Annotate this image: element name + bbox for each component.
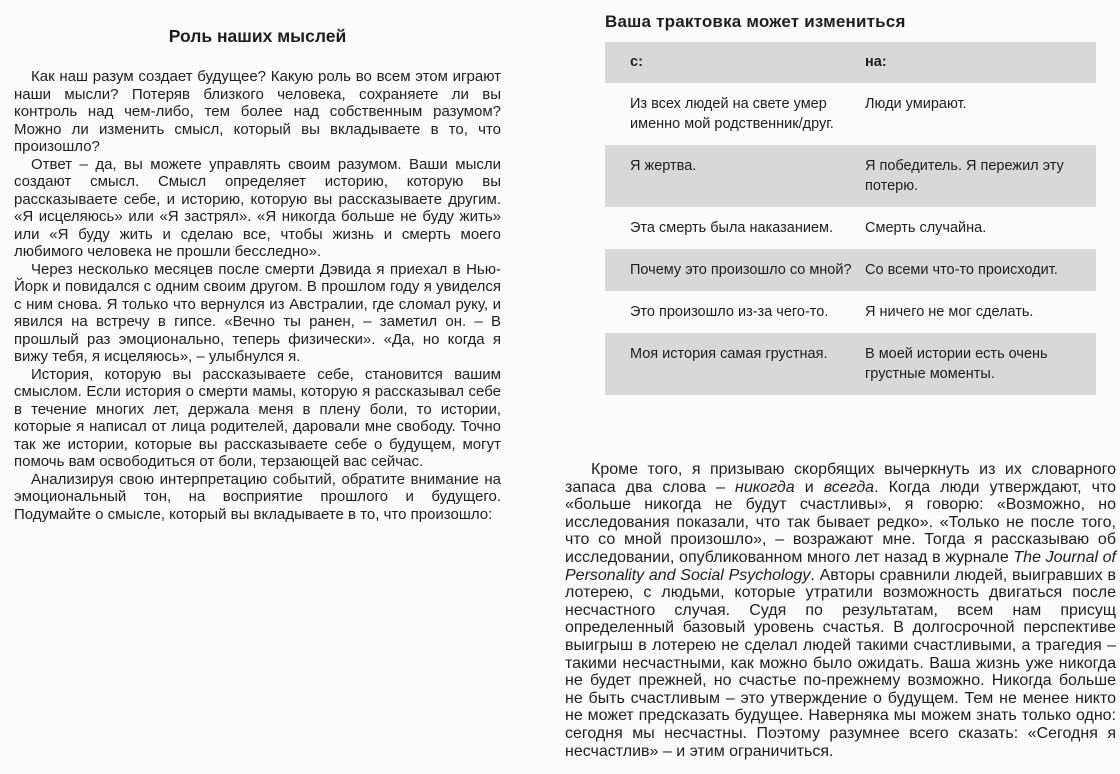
text-run: Кроме того, я призываю скорбящих вычеркнуть из их словарного запаса два слова –: [565, 461, 1116, 496]
table-cell-from: Эта смерть была наказанием.: [630, 220, 834, 236]
left-page: [14, 26, 501, 523]
right-page: [565, 12, 1116, 760]
table-row: [605, 145, 1096, 207]
italic-text-run: The Journal of Personality and Social Psychology: [565, 548, 1117, 584]
left-page-body: [14, 68, 501, 523]
text-run: . Когда люди утверждают, что «больше никогда не будут счастливы», я говорю: «Возможно, но исследования показали, что так бывает редко». «Только не после того, что со мной произошло», – возражают мне. Тогда я рассказываю об исследовании, опубликованном много лет назад в журнале: [565, 478, 1116, 566]
table-col-header-from: с:: [630, 54, 643, 70]
table-cell-to: Со всеми что-то происходит.: [865, 262, 1058, 278]
reframing-table-body: [605, 83, 1096, 395]
table-cell-from: Я жертва.: [630, 158, 697, 174]
table-row: [605, 207, 1096, 249]
table-heading: Ваша трактовка может измениться: [605, 12, 906, 31]
table-cell-from: Почему это произошло со мной?: [630, 262, 852, 278]
body-paragraph: Анализируя свою интерпретацию событий, обратите внимание на эмоциональный тон, на восприятие прошлого и будущего. Подумайте о смысле, который вы вкладываете в то, что произошло:: [14, 470, 501, 523]
right-body-paragraph: [565, 461, 1116, 760]
table-cell-to: Я победитель. Я пережил эту потерю.: [865, 158, 1064, 194]
table-cell-to: Смерть случайна.: [865, 220, 987, 236]
body-paragraph: Через несколько месяцев после смерти Дэвида я приехал в Нью-Йорк и повидался с одним своим другом. В прошлом году я увиделся с ним снова. Я только что вернулся из Австралии, где сломал руку, и явился на встречу в гипсе. «Вечно ты ранен, – заметил он. – В прошлый раз эмоционально, теперь физически». «Да, но когда я вижу тебя, я исцеляюсь», – улыбнулся я.: [14, 260, 501, 365]
body-paragraph: Как наш разум создает будущее? Какую роль во всем этом играют наши мысли? Потеряв близкого человека, сохраняете ли вы контроль над чем-либо, тем более над собственным разумом? Можно ли изменить смысл, который вы вкладываете в то, что произошло?: [14, 68, 501, 155]
body-paragraph: История, которую вы рассказываете себе, становится вашим смыслом. Если история о смерти мамы, которую я рассказывал себе в течение многих лет, держала меня в плену боли, то истории, которые я написал от лица родителей, даровали мне свободу. Точно так же истории, которые вы рассказываете себе о будущем, могут помочь вам освободиться от боли, терзающей вас сейчас.: [14, 365, 501, 470]
table-cell-from: Это произошло из-за чего-то.: [630, 304, 829, 320]
italic-text-run: никогда: [735, 478, 795, 496]
text-run: . Авторы сравнили людей, выигравших в лотерею, с людьми, которые утратили возможность двигаться после несчастного случая. Судя по результатам, всем нам присущ определенный базовый уровень счастья. В долгосрочной перспективе выигрыш в лотерею не сделал людей такими счастливыми, а трагедия – такими несчастными, как можно было ожидать. Ваша жизнь уже никогда не будет прежней, но счастье по-прежнему возможно. Никогда больше не быть счастливым – это утверждение о будущем. Тем не менее никто не может предсказать будущее. Наверняка мы можем знать только одно: сегодня мы несчастны. Поэтому разумнее всего сказать: «Сегодня я несчастлив» – и этим ограничиться.: [565, 566, 1116, 760]
table-cell-from: Из всех людей на свете умер именно мой родственник/друг.: [630, 96, 834, 132]
table-cell-from: Моя история самая грустная.: [630, 346, 828, 362]
table-col-header-to: на:: [865, 54, 887, 70]
table-row: [605, 333, 1096, 395]
table-cell-to: Я ничего не мог сделать.: [865, 304, 1034, 320]
italic-text-run: всегда: [823, 478, 875, 496]
reframing-table: [605, 42, 1096, 395]
chapter-title: Роль наших мыслей: [168, 26, 347, 46]
table-row: [605, 249, 1096, 291]
table-row: [605, 83, 1096, 145]
table-row: [605, 291, 1096, 333]
table-cell-to: Люди умирают.: [865, 96, 967, 112]
body-paragraph: Ответ – да, вы можете управлять своим разумом. Ваши мысли создают смысл. Смысл определяет историю, которую вы рассказываете себе, и историю, которую вы рассказываете другим. «Я исцеляюсь» или «Я застрял». «Я никогда больше не буду жить» или «Я буду жить и сделаю все, чтобы жизнь и смерть моего любимого человека не прошли бесследно».: [14, 155, 501, 260]
text-run: и: [794, 478, 824, 496]
table-cell-to: В моей истории есть очень грустные моменты.: [865, 346, 1048, 382]
table-header-row: [605, 42, 1096, 83]
